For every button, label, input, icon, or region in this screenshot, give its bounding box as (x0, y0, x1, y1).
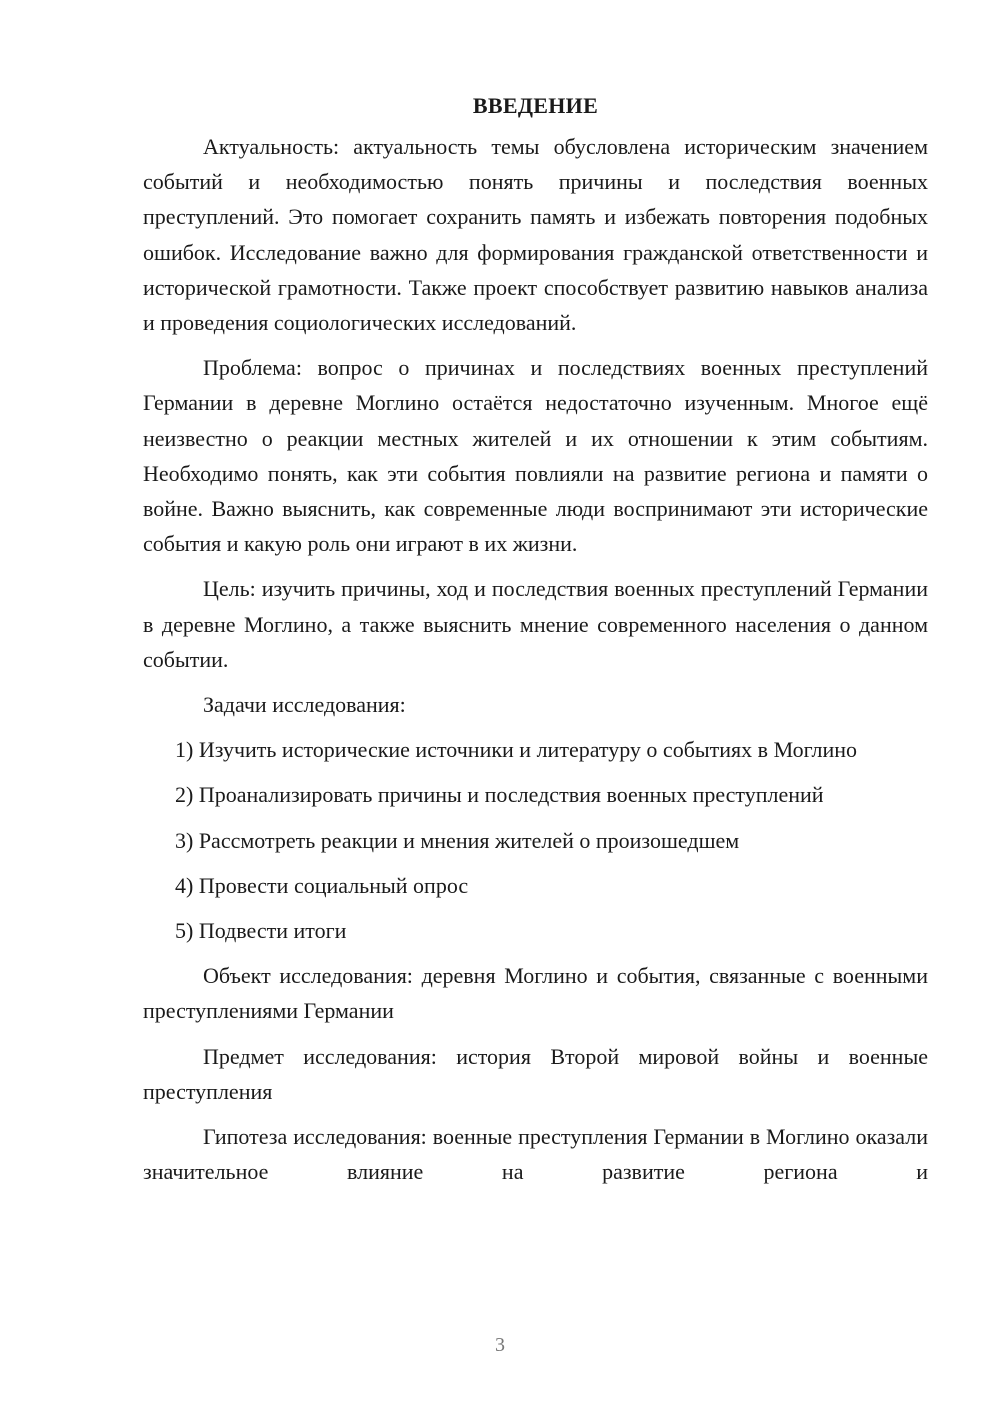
paragraph-problem: Проблема: вопрос о причинах и последствиях военных преступлений Германии в деревне Моглино остаётся недостаточно изученным. Многое ещё неизвестно о реакции местных жителей и их отношении к этим событиям. Необходимо понять, как эти события повлияли на развитие региона и памяти о войне. Важно выяснить, как современные люди воспринимают эти исторические события и какую роль они играют в их жизни. (143, 355, 928, 557)
list-item: 3) Рассмотреть реакции и мнения жителей о произошедшем (175, 827, 740, 853)
list-item: 1) Изучить исторические источники и литературу о событиях в Моглино (175, 737, 858, 763)
paragraph-relevance: Актуальность: актуальность темы обусловлена историческим значением событий и необходимостью понять причины и последствия военных преступлений. Это помогает сохранить память и избежать повторения подобных ошибок. Исследование важно для формирования гражданской ответственности и исторической грамотности. Также проект способствует развитию навыков анализа и проведения социологических исследований. (143, 134, 928, 336)
paragraph-subject: Предмет исследования: история Второй мировой войны и военные преступления (143, 1043, 928, 1104)
page-title: ВВЕДЕНИЕ (472, 93, 599, 118)
list-item: 4) Провести социальный опрос (175, 872, 469, 898)
document-page (143, 88, 928, 1199)
paragraph-hypothesis: Гипотеза исследования: военные преступления Германии в Моглино оказали значительное влияние на развитие региона и (143, 1124, 928, 1185)
list-item: 2) Проанализировать причины и последствия военных преступлений (175, 782, 824, 808)
list-item: 5) Подвести итоги (175, 918, 347, 944)
page-number: 3 (495, 1334, 505, 1356)
paragraph-goal: Цель: изучить причины, ход и последствия военных преступлений Германии в деревне Моглино, а также выяснить мнение современного населения о данном событии. (143, 576, 928, 672)
tasks-list (143, 732, 928, 948)
paragraph-object: Объект исследования: деревня Моглино и события, связанные с военными преступлениями Германии (143, 963, 928, 1024)
tasks-heading: Задачи исследования: (203, 692, 406, 718)
